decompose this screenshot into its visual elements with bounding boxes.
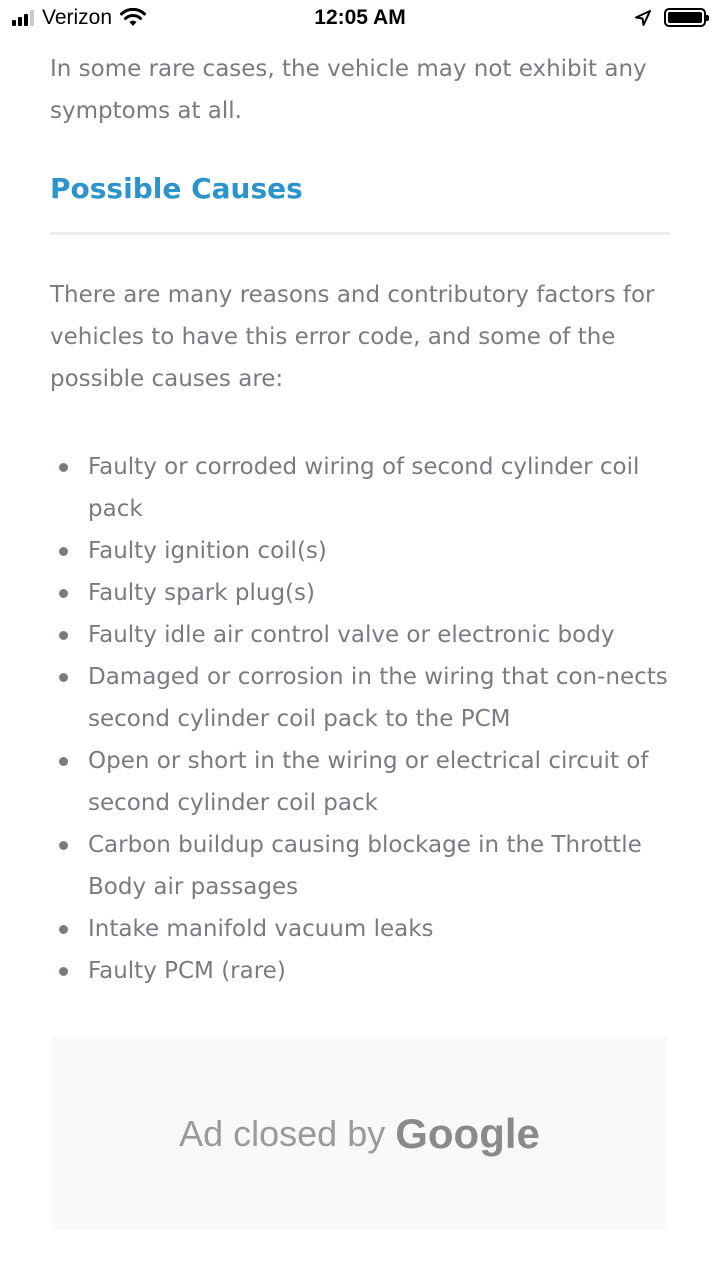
list-item: Intake manifold vacuum leaks <box>50 908 680 950</box>
status-right <box>634 8 706 27</box>
ad-closed-banner <box>52 1037 667 1230</box>
section-divider <box>50 232 670 235</box>
list-item: Faulty ignition coil(s) <box>50 530 680 572</box>
causes-list <box>50 446 680 992</box>
list-item: Faulty spark plug(s) <box>50 572 680 614</box>
list-item: Carbon buildup causing blockage in the Throttle Body air passages <box>50 824 680 908</box>
carrier-name: Verizon <box>42 6 113 29</box>
section-heading: Possible Causes <box>50 172 303 205</box>
section-intro-paragraph: There are many reasons and contributory factors for vehicles to have this error code, and some of the possible causes are: <box>50 282 655 392</box>
list-item: Faulty PCM (rare) <box>50 950 680 992</box>
google-logo: Google <box>395 1109 540 1157</box>
status-time: 12:05 AM <box>314 6 406 29</box>
list-item: Faulty idle air control valve or electronic body <box>50 614 680 656</box>
intro-paragraph-tail: In some rare cases, the vehicle may not exhibit any symptoms at all. <box>50 56 647 124</box>
list-item: Open or short in the wiring or electrical circuit of second cylinder coil pack <box>50 740 680 824</box>
ad-closed-text: Ad closed by <box>179 1112 386 1154</box>
list-item: Faulty or corroded wiring of second cylinder coil pack <box>50 446 680 530</box>
location-arrow-icon <box>634 9 652 27</box>
status-bar <box>0 0 720 40</box>
battery-icon <box>664 8 706 27</box>
list-item: Damaged or corrosion in the wiring that con-nects second cylinder coil pack to the PCM <box>50 656 680 740</box>
